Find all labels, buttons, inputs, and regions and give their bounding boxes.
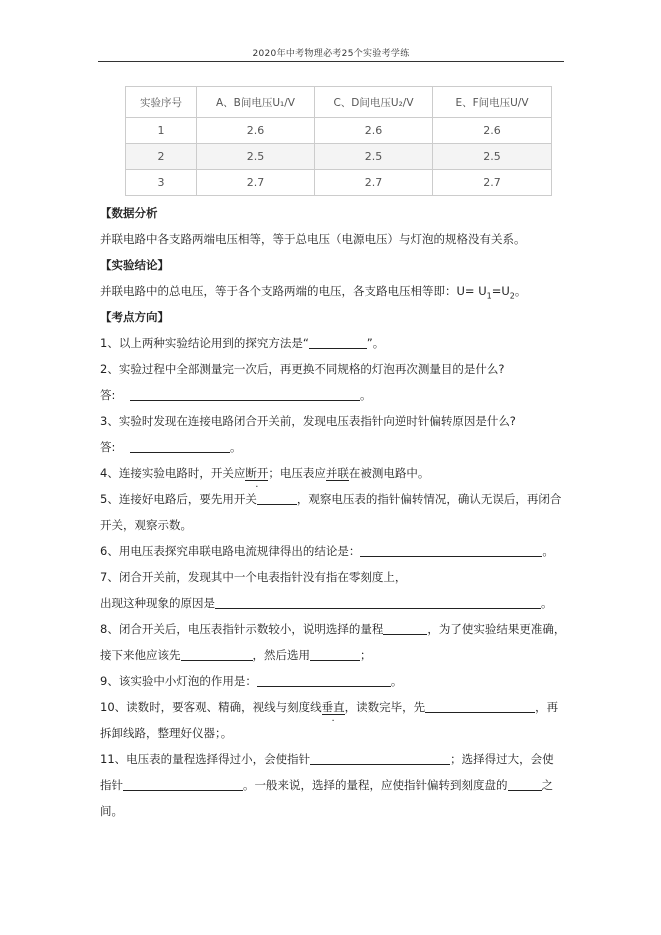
table-row: [126, 118, 552, 144]
question-1: [100, 330, 562, 356]
answer-blank[interactable]: [130, 438, 230, 453]
answer-blank[interactable]: [215, 594, 541, 609]
question-6: [100, 538, 562, 564]
answer-blank[interactable]: [181, 646, 253, 661]
conclusion-text: [100, 278, 562, 304]
subscript: 2: [509, 291, 515, 301]
question-text: ，读数完毕，先: [344, 700, 426, 714]
question-11-end: 间。: [100, 804, 123, 818]
answer-blank[interactable]: [310, 750, 450, 765]
answer-line: [100, 434, 562, 460]
answer-blank[interactable]: [425, 698, 535, 713]
voltage-data-table: [125, 86, 552, 196]
question-7: 7、闭合开关前，发现其中一个电表指针没有指在零刻度上，: [100, 570, 407, 584]
answer-filled: 断开: [245, 466, 269, 480]
question-8: [100, 616, 566, 642]
table-cell: 2.6: [433, 118, 552, 144]
question-text: 。: [230, 440, 242, 454]
question-text: ；电压表应: [268, 466, 326, 480]
answer-blank[interactable]: [123, 776, 243, 791]
header-rule: [98, 61, 564, 62]
conclusion-text-part: 并联电路中的总电压，等于各个支路两端的电压，各支路电压相等即：U= U: [100, 284, 487, 298]
conclusion-text-part: =U: [491, 284, 510, 298]
question-text: ，观察电压表的指针偏转情况，确认无误后，再闭合: [296, 492, 562, 506]
question-text: 。: [390, 674, 403, 688]
question-text: 指针: [100, 778, 123, 792]
table-cell: 3: [126, 170, 197, 196]
question-text: 接下来他应该先: [100, 648, 181, 662]
table-cell: 2.7: [197, 170, 315, 196]
question-8-cont: [100, 642, 562, 668]
question-text: ；: [360, 648, 372, 662]
column-header: C、D间电压U₂/V: [315, 87, 433, 118]
question-text: 10、读数时，要客观、精确，视线与刻度线: [100, 700, 322, 714]
question-10-cont: 拆卸线路，整理好仪器；。: [100, 726, 233, 740]
question-text: 4、连接实验电路时，开关应: [100, 466, 246, 480]
question-text: 8、闭合开关后，电压表指针示数较小，说明选择的量程: [100, 622, 384, 636]
answer-blank[interactable]: [309, 334, 367, 349]
question-text: 在被测电路中。: [348, 466, 430, 480]
question-4: [100, 460, 562, 486]
question-5: [100, 486, 562, 512]
question-11-cont: [100, 772, 562, 798]
answer-filled: 垂直: [321, 700, 345, 714]
question-7-cont: [100, 590, 562, 616]
question-text: ；选择得过大，会使: [450, 752, 554, 766]
table-cell: 2.6: [197, 118, 315, 144]
question-text: 1、以上两种实验结论用到的探究方法是“: [100, 336, 309, 350]
table-cell: 2.5: [433, 144, 552, 170]
column-header: A、B间电压U₁/V: [197, 87, 315, 118]
table-row: [126, 170, 552, 196]
answer-blank[interactable]: [310, 646, 360, 661]
question-text: ，然后选用: [252, 648, 310, 662]
answer-blank[interactable]: [130, 386, 360, 401]
question-text: 11、电压表的量程选择得过小，会使指针: [100, 752, 311, 766]
question-text: ，为了使实验结果更准确，: [427, 622, 566, 636]
answer-filled: 并联: [325, 466, 349, 480]
question-2: 2、实验过程中全部测量完一次后，再更换不同规格的灯泡再次测量目的是什么?: [100, 362, 505, 376]
question-text: 之: [541, 778, 553, 792]
question-11: [100, 746, 562, 772]
question-text: 。: [360, 388, 372, 402]
question-text: ，再: [535, 700, 559, 714]
question-text: ”。: [366, 336, 385, 350]
answer-blank[interactable]: [257, 490, 297, 505]
table-cell: 2.5: [315, 144, 433, 170]
table-row: [126, 144, 552, 170]
conclusion-text-part: 。: [514, 284, 527, 298]
question-text: 。: [542, 544, 554, 558]
table-cell: 1: [126, 118, 197, 144]
subscript: 1: [486, 291, 492, 301]
column-header: 实验序号: [126, 87, 197, 118]
question-5-cont: 开关，观察示数。: [100, 518, 192, 532]
answer-blank[interactable]: [360, 542, 542, 557]
table-cell: 2.7: [433, 170, 552, 196]
question-text: 。: [541, 596, 553, 610]
question-text: 出现这种现象的原因是: [100, 596, 215, 610]
question-text: 9、该实验中小灯泡的作用是：: [100, 674, 257, 688]
table-header-row: [126, 87, 552, 118]
conclusion-heading: 【实验结论】: [100, 258, 169, 272]
question-10: [100, 694, 562, 720]
question-text: 6、用电压表探究串联电路电流规律得出的结论是：: [100, 544, 361, 558]
answer-blank[interactable]: [257, 672, 391, 687]
question-3: 3、实验时发现在连接电路闭合开关前，发现电压表指针向逆时针偏转原因是什么?: [100, 414, 516, 428]
question-text: 。一般来说，选择的量程，应使指针偏转到刻度盘的: [243, 778, 508, 792]
table-cell: 2.5: [197, 144, 315, 170]
answer-blank[interactable]: [508, 776, 542, 791]
answer-blank[interactable]: [383, 620, 427, 635]
document-body: [100, 200, 566, 824]
answer-label: 答:: [100, 388, 116, 402]
analysis-text: 并联电路中各支路两端电压相等，等于总电压（电源电压）与灯泡的规格没有关系。: [100, 232, 526, 246]
answer-label: 答:: [100, 440, 116, 454]
table-cell: 2: [126, 144, 197, 170]
page-header: 2020年中考物理必考25个实验考学练: [252, 49, 410, 59]
direction-heading: 【考点方向】: [100, 310, 169, 324]
answer-line: [100, 382, 562, 408]
column-header: E、F间电压U/V: [433, 87, 552, 118]
question-9: [100, 668, 562, 694]
question-text: 5、连接好电路后，要先用开关: [100, 492, 257, 506]
analysis-heading: 【数据分析: [100, 206, 158, 220]
table-cell: 2.7: [315, 170, 433, 196]
table-cell: 2.6: [315, 118, 433, 144]
